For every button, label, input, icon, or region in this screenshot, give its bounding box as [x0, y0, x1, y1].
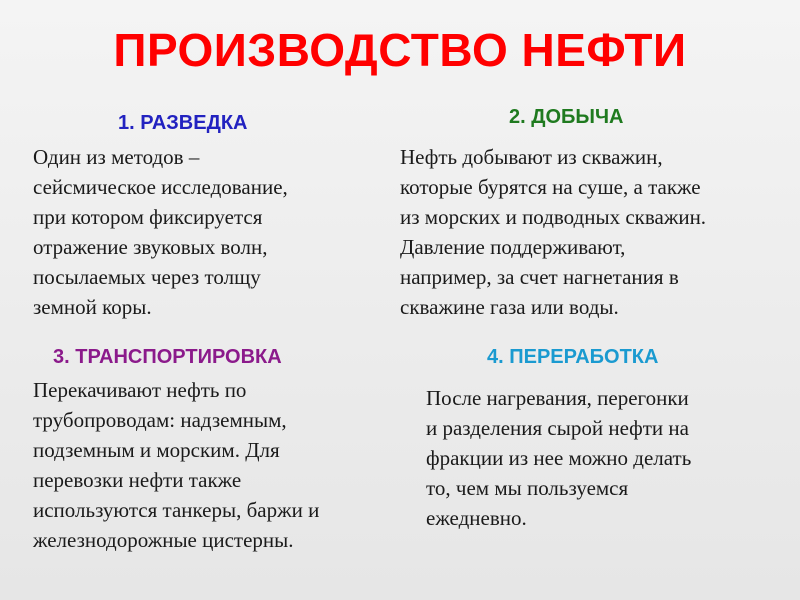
section-heading-extraction: 2. ДОБЫЧА: [509, 106, 624, 128]
section-heading-exploration: 1. РАЗВЕДКА: [118, 112, 248, 134]
section-text-exploration: Один из методов – сейсмическое исследование, при котором фиксируется отражение звуковых волн, посылаемых через толщу земной коры.: [33, 145, 288, 319]
section-text-refining: После нагревания, перегонки и разделения сырой нефти на фракции из нее можно делать то, чем мы пользуемся ежедневно.: [426, 386, 692, 530]
section-text-extraction: Нефть добывают из скважин, которые бурятся на суше, а также из морских и подводных скважин. Давление поддерживают, например, за счет нагнетания в скважине газа или воды.: [400, 145, 707, 319]
slide-title: ПРОИЗВОДСТВО НЕФТИ: [113, 24, 687, 76]
section-text-transportation: Перекачивают нефть по трубопроводам: надземным, подземным и морским. Для перевозки нефти также используются танкеры, баржи и железнодорожные цистерны.: [33, 378, 320, 552]
section-heading-refining: 4. ПЕРЕРАБОТКА: [487, 346, 659, 368]
section-heading-transportation: 3. ТРАНСПОРТИРОВКА: [53, 346, 282, 368]
